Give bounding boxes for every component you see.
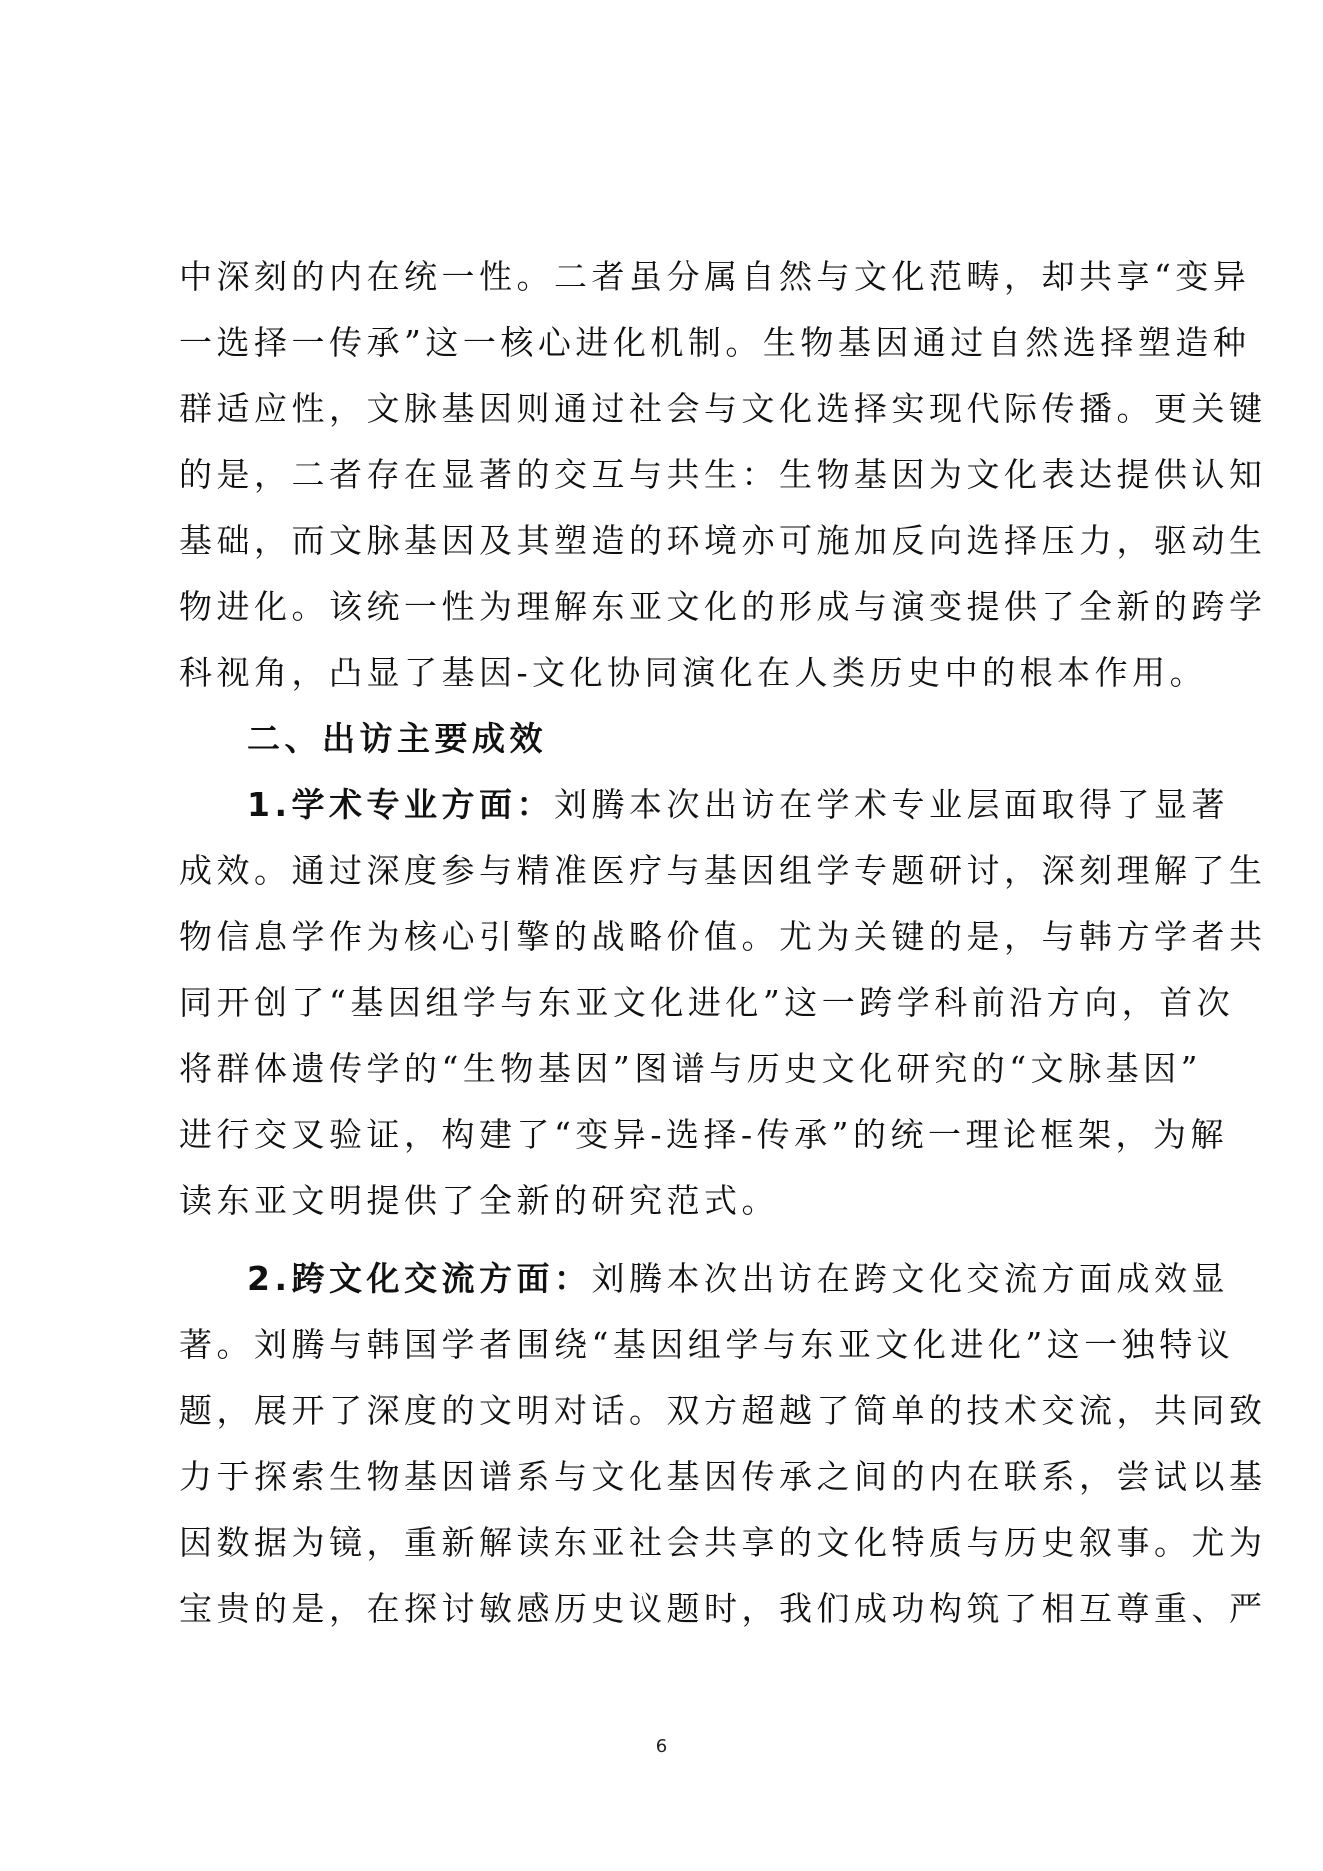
text-line: 力于探索生物基因谱系与文化基因传承之间的内在联系，尝试以基 bbox=[179, 1457, 1267, 1496]
text-line: 物进化。该统一性为理解东亚文化的形成与演变提供了全新的跨学 bbox=[179, 587, 1267, 626]
text-line: 基础，而文脉基因及其塑造的环境亦可施加反向选择压力，驱动生 bbox=[179, 521, 1267, 560]
text-line: 读东亚文明提供了全新的研究范式。 bbox=[179, 1181, 779, 1220]
text-line bbox=[179, 772, 1229, 838]
text-line: 群适应性，文脉基因则通过社会与文化选择实现代际传播。更关键 bbox=[179, 389, 1267, 428]
text-line: 的是，二者存在显著的交互与共生：生物基因为文化表达提供认知 bbox=[179, 455, 1267, 494]
paragraph-academic bbox=[179, 772, 1267, 1234]
item-text: 刘腾本次出访在跨文化交流方面成效显 bbox=[591, 1259, 1229, 1298]
item-label: 1.学术专业方面： bbox=[247, 785, 554, 824]
text-line: 因数据为镜，重新解读东亚社会共享的文化特质与历史叙事。尤为 bbox=[179, 1523, 1267, 1562]
text-line: 中深刻的内在统一性。二者虽分属自然与文化范畴，却共享“变异 bbox=[179, 257, 1251, 296]
text-line: 宝贵的是，在探讨敏感历史议题时，我们成功构筑了相互尊重、严 bbox=[179, 1589, 1267, 1628]
paragraph-gap bbox=[179, 1234, 1155, 1246]
text-line: 著。刘腾与韩国学者围绕“基因组学与东亚文化进化”这一独特议 bbox=[179, 1325, 1235, 1364]
paragraph-cultural bbox=[179, 1246, 1267, 1642]
page-number: 6 bbox=[655, 1736, 668, 1757]
text-line: 一选择一传承”这一核心进化机制。生物基因通过自然选择塑造种 bbox=[179, 323, 1251, 362]
section-heading: 二、出访主要成效 bbox=[247, 719, 547, 758]
text-line: 题，展开了深度的文明对话。双方超越了简单的技术交流，共同致 bbox=[179, 1391, 1267, 1430]
text-line: 物信息学作为核心引擎的战略价值。尤为关键的是，与韩方学者共 bbox=[179, 917, 1267, 956]
paragraph-unity bbox=[179, 244, 1267, 706]
text-line bbox=[179, 1246, 1229, 1312]
text-line: 成效。通过深度参与精准医疗与基因组学专题研讨，深刻理解了生 bbox=[179, 851, 1267, 890]
body-text bbox=[179, 244, 1267, 1642]
text-line: 进行交叉验证，构建了“变异-选择-传承”的统一理论框架，为解 bbox=[179, 1115, 1229, 1154]
text-line: 将群体遗传学的“生物基因”图谱与历史文化研究的“文脉基因” bbox=[179, 1049, 1202, 1088]
item-label: 2.跨文化交流方面： bbox=[247, 1259, 592, 1298]
text-line: 同开创了“基因组学与东亚文化进化”这一跨学科前沿方向，首次 bbox=[179, 983, 1235, 1022]
text-line: 科视角，凸显了基因-文化协同演化在人类历史中的根本作用。 bbox=[179, 653, 1208, 692]
item-text: 刘腾本次出访在学术专业层面取得了显著 bbox=[554, 785, 1229, 824]
